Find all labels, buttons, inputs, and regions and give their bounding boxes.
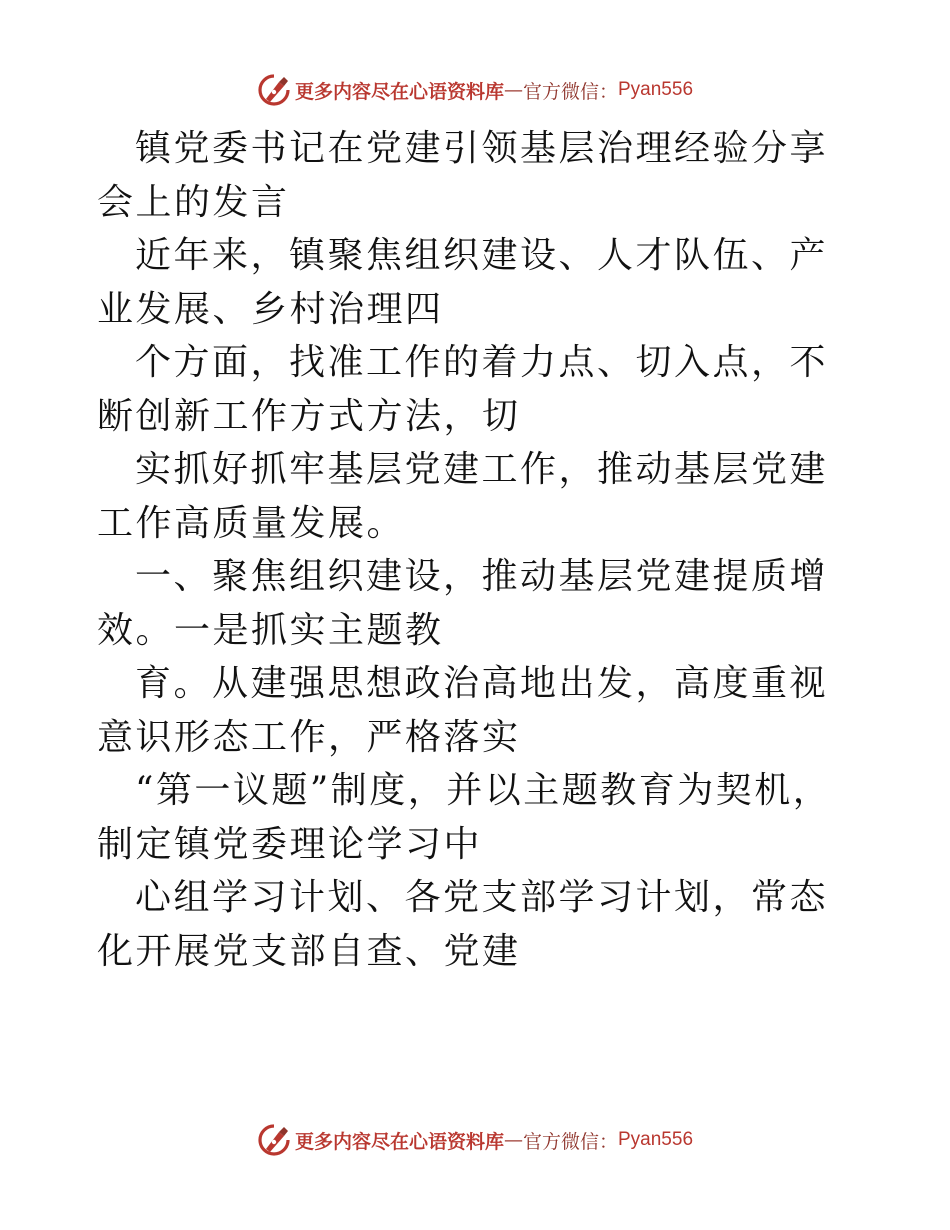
banner-wechat-label: 官方微信：	[522, 1130, 618, 1153]
paragraph-line: 心组学习计划、各党支部学习计划，常态化开展党支部自查、党建	[97, 877, 829, 972]
footer-watermark-banner	[0, 1120, 950, 1160]
banner-dash: —	[503, 79, 523, 101]
paragraph-line: 个方面，找准工作的着力点、切入点，不断创新工作方式方法，切	[97, 342, 829, 437]
banner-wechat-id: Pyan556	[618, 1129, 694, 1150]
banner-wechat-id: Pyan556	[618, 79, 694, 100]
banner-site-text: 更多内容尽在心语资料库	[294, 80, 504, 103]
paragraph-line: 育。从建强思想政治高地出发，高度重视意识形态工作，严格落实	[97, 663, 829, 758]
banner-dash: —	[503, 1129, 523, 1151]
paragraph-line: 近年来，镇聚焦组织建设、人才队伍、产业发展、乡村治理四	[97, 235, 829, 330]
section-heading-line: 一、聚焦组织建设，推动基层党建提质增效。一是抓实主题教	[97, 556, 829, 651]
banner-wechat-label: 官方微信：	[522, 80, 618, 103]
header-watermark-banner	[0, 70, 950, 110]
document-body	[97, 122, 857, 978]
pen-nib-logo-icon	[257, 1123, 291, 1157]
paragraph-line: “第一议题”制度，并以主题教育为契机，制定镇党委理论学习中	[97, 770, 832, 865]
banner-site-text: 更多内容尽在心语资料库	[294, 1130, 504, 1153]
pen-nib-logo-icon	[257, 73, 291, 107]
paragraph-line: 实抓好抓牢基层党建工作，推动基层党建工作高质量发展。	[97, 449, 829, 544]
document-title: 镇党委书记在党建引领基层治理经验分享会上的发言	[97, 128, 829, 223]
